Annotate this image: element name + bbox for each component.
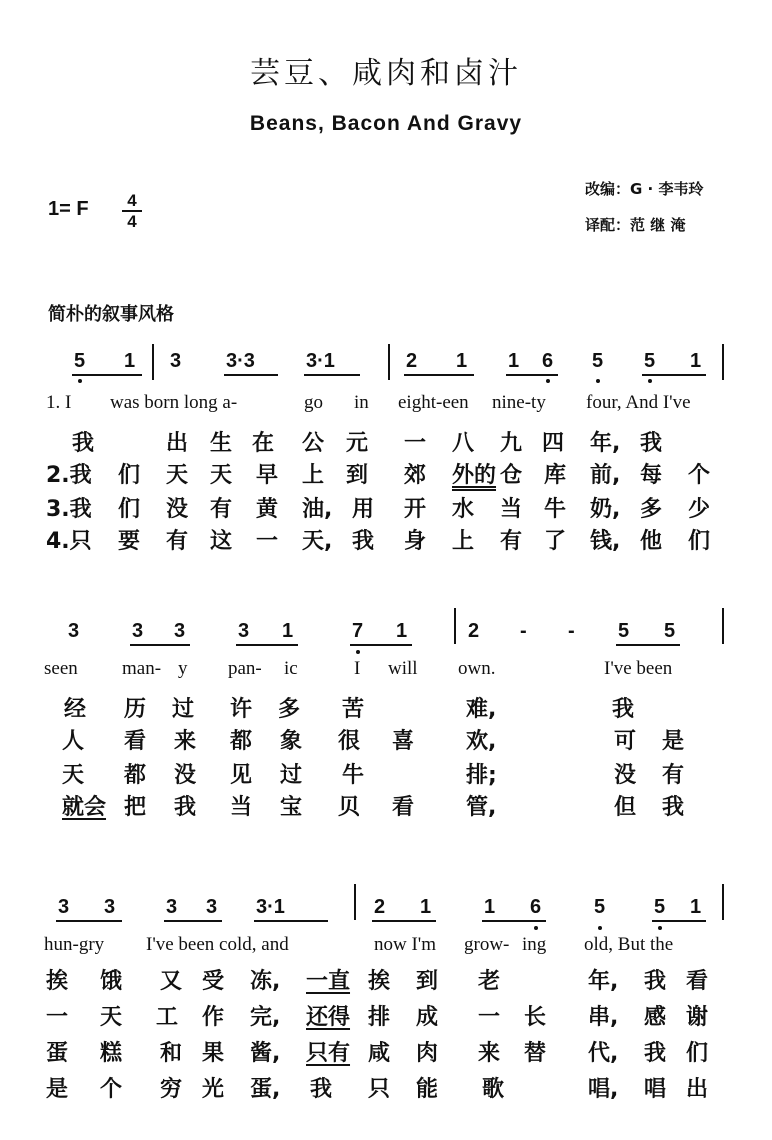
note: 3 <box>170 350 182 372</box>
lyric-cn-verse2: 一 <box>478 1005 501 1030</box>
lyric-cn-verse2: 来 <box>174 729 197 754</box>
lyric-cn-verse3: 用 <box>352 497 375 522</box>
bar-line <box>354 884 356 920</box>
lyric-cn-verse1: 年, <box>588 969 619 994</box>
lyric-cn-verse2: 早 <box>256 463 279 488</box>
lyric-en: go <box>304 392 323 413</box>
lyric-cn-verse4: 上 <box>452 529 475 554</box>
lyric-cn-verse4: 把 <box>124 795 147 820</box>
note: 1 <box>690 350 702 372</box>
lyric-cn-verse3: 们 <box>686 1041 709 1066</box>
lyric-cn-verse1: 出 <box>166 431 189 456</box>
lyric-cn-verse3: 过 <box>280 763 303 788</box>
lyric-cn-verse4: 唱, <box>588 1077 619 1102</box>
lyric-cn-verse4: 穷 <box>160 1077 183 1102</box>
note: 5 <box>618 620 630 642</box>
lyric-cn-verse2: 谢 <box>686 1005 709 1030</box>
lyric-cn-verse4: 蛋, <box>250 1077 281 1102</box>
note: 3 <box>206 896 218 918</box>
lyric-en: nine-ty <box>492 392 546 413</box>
note: 1 <box>690 896 702 918</box>
beam <box>506 374 558 376</box>
lyric-cn-verse3: 没 <box>166 497 189 522</box>
lyric-cn-verse2: 完, <box>250 1005 281 1030</box>
note: 3 <box>174 620 186 642</box>
bar-line <box>722 608 724 644</box>
lyric-cn-verse3: 们 <box>118 497 141 522</box>
note: 3·3 <box>226 350 255 372</box>
lyric-cn-verse1: 我 <box>640 431 663 456</box>
lyric-cn-verse1: 到 <box>416 969 439 994</box>
lyric-cn-verse2: 看 <box>124 729 147 754</box>
lyric-cn-verse1: 又 <box>160 969 183 994</box>
lyric-cn-verse2: 成 <box>416 1005 439 1030</box>
lyric-cn-verse1: 元 <box>346 431 369 456</box>
lyric-en: eight-een <box>398 392 469 413</box>
note: 5 <box>664 620 676 642</box>
lyric-en: 1. I <box>46 392 72 413</box>
lyric-en: own. <box>458 658 496 679</box>
lyric-cn-verse4: 就会 <box>62 795 107 820</box>
note: 1 <box>282 620 294 642</box>
lyric-cn-verse1: 饿 <box>100 969 123 994</box>
low-octave-dot <box>598 926 602 930</box>
note: 2 <box>468 620 480 642</box>
lyric-cn-verse1: 老 <box>478 969 501 994</box>
lyric-cn-verse2: 天 <box>100 1005 123 1030</box>
lyric-cn-verse4: 有 <box>166 529 189 554</box>
lyric-cn-verse2: 上 <box>302 463 325 488</box>
lyric-cn-verse3: 有 <box>210 497 233 522</box>
lyric-cn-verse2: 感 <box>644 1005 667 1030</box>
note: 6 <box>542 350 554 372</box>
note: 3·1 <box>306 350 335 372</box>
lyric-cn-verse3: 来 <box>478 1041 501 1066</box>
lyric-cn-verse2: 每 <box>640 463 663 488</box>
lyric-en: man- <box>122 658 162 679</box>
beam <box>404 374 474 376</box>
lyric-cn-verse3: 油, <box>302 497 333 522</box>
lyric-cn-verse1: 难, <box>466 697 497 722</box>
low-octave-dot <box>596 379 600 383</box>
lyric-cn-verse3: 水 <box>452 497 475 522</box>
beam <box>56 920 122 922</box>
lyric-cn-verse3: 我 <box>644 1041 667 1066</box>
lyric-cn-verse4: 我 <box>174 795 197 820</box>
lyric-en: I've been cold, and <box>146 934 289 955</box>
note: 1 <box>420 896 432 918</box>
song-title-chinese: 芸豆、咸肉和卤汁 <box>250 56 522 91</box>
key-signature: 1= F <box>48 198 89 220</box>
time-signature-bottom: 4 <box>127 212 137 231</box>
note: 3 <box>238 620 250 642</box>
note: 3 <box>58 896 70 918</box>
lyric-cn-verse1: 看 <box>686 969 709 994</box>
lyric-cn-verse4: 光 <box>202 1077 225 1102</box>
lyric-cn-verse2: 外的 <box>452 463 497 488</box>
low-octave-dot <box>546 379 550 383</box>
lyric-cn-verse2: 人 <box>62 729 85 754</box>
beam <box>652 920 706 922</box>
lyric-cn-verse3: 肉 <box>416 1041 439 1066</box>
note: 1 <box>484 896 496 918</box>
lyric-cn-verse1: 历 <box>124 697 147 722</box>
style-marking: 简朴的叙事风格 <box>48 304 174 325</box>
lyric-cn-verse3: 多 <box>640 497 663 522</box>
lyric-en: I've been <box>604 658 673 679</box>
bar-line <box>152 344 154 380</box>
lyric-cn-verse3: 只有 <box>306 1041 351 1066</box>
arranger-credit: 改编：G · 李韦玲 <box>585 180 704 198</box>
lyric-cn-verse4: 一 <box>256 529 279 554</box>
lyric-cn-verse4: 我 <box>352 529 375 554</box>
lyric-en: in <box>354 392 369 413</box>
low-octave-dot <box>534 926 538 930</box>
lyric-en: ic <box>284 658 298 679</box>
lyric-cn-verse3: 当 <box>500 497 523 522</box>
lyric-cn-verse2: 天 <box>210 463 233 488</box>
note: 5 <box>644 350 656 372</box>
lyric-cn-verse1: 冻, <box>250 969 281 994</box>
note: 6 <box>530 896 542 918</box>
lyric-en: four, And I've <box>586 392 691 413</box>
lyric-cn-verse4: 能 <box>416 1077 439 1102</box>
lyric-cn-verse2: 排 <box>368 1005 391 1030</box>
beam <box>236 644 298 646</box>
lyric-cn-verse4: 钱, <box>590 529 621 554</box>
bar-line <box>722 344 724 380</box>
lyric-cn-verse4: 出 <box>686 1077 709 1102</box>
lyric-cn-verse3: 有 <box>662 763 685 788</box>
lyric-cn-verse1: 四 <box>542 431 565 456</box>
lyric-cn-verse4: 但 <box>614 795 637 820</box>
lyric-cn-verse3: 果 <box>202 1041 225 1066</box>
lyric-en: ing <box>522 934 547 955</box>
lyric-cn-verse2: 工 <box>156 1005 179 1030</box>
lyric-cn-verse2: 一 <box>46 1005 69 1030</box>
beam <box>130 644 190 646</box>
lyric-cn-verse3: 糕 <box>100 1041 123 1066</box>
lyric-cn-verse4: 4.只 <box>46 529 92 554</box>
lyric-cn-verse4: 我 <box>310 1077 333 1102</box>
note: 1 <box>396 620 408 642</box>
lyric-en: seen <box>44 658 78 679</box>
note: 2 <box>406 350 418 372</box>
lyric-en: I <box>354 658 361 679</box>
lyric-cn-verse2: 们 <box>118 463 141 488</box>
lyric-cn-verse1: 我 <box>644 969 667 994</box>
lyric-cn-verse3: 奶, <box>590 497 621 522</box>
note: 1 <box>124 350 136 372</box>
note: - <box>568 620 575 642</box>
lyric-cn-verse3: 替 <box>524 1041 547 1066</box>
lyric-cn-verse1: 苦 <box>342 697 365 722</box>
beam <box>72 374 142 376</box>
lyric-cn-verse2: 串, <box>588 1005 619 1030</box>
lyric-cn-verse2: 2.我 <box>46 463 92 488</box>
lyric-cn-verse2: 都 <box>230 729 253 754</box>
lyric-cn-verse2: 到 <box>346 463 369 488</box>
lyric-cn-verse2: 可 <box>614 729 637 754</box>
lyric-cn-verse3: 牛 <box>342 763 365 788</box>
bar-line <box>388 344 390 380</box>
lyric-cn-verse1: 挨 <box>46 969 69 994</box>
lyric-cn-verse4: 身 <box>404 529 427 554</box>
lyric-cn-verse3: 排; <box>466 763 497 788</box>
beam <box>304 374 360 376</box>
note: 5 <box>74 350 86 372</box>
lyric-cn-verse3: 咸 <box>368 1041 391 1066</box>
low-octave-dot <box>78 379 82 383</box>
lyric-cn-verse4: 了 <box>544 529 567 554</box>
translator-credit: 译配：范 继 淹 <box>585 216 686 234</box>
lyric-cn-verse3: 见 <box>230 763 253 788</box>
lyric-en: will <box>388 658 418 679</box>
note: 5 <box>592 350 604 372</box>
lyric-cn-verse4: 我 <box>662 795 685 820</box>
lyric-cn-verse2: 郊 <box>404 463 427 488</box>
note: 1 <box>456 350 468 372</box>
lyric-cn-verse4: 只 <box>368 1077 391 1102</box>
note: 5 <box>594 896 606 918</box>
lyric-en: y <box>178 658 188 679</box>
lyric-cn-verse4: 天, <box>302 529 333 554</box>
lyric-en: old, But the <box>584 934 674 955</box>
note: 3 <box>104 896 116 918</box>
lyric-cn-verse1: 一 <box>404 431 427 456</box>
lyric-cn-verse2: 象 <box>280 729 303 754</box>
lyric-cn-verse3: 没 <box>174 763 197 788</box>
lyric-en: now I'm <box>374 934 437 955</box>
lyric-cn-verse1: 生 <box>210 431 233 456</box>
note: - <box>520 620 527 642</box>
lyric-cn-verse3: 少 <box>688 497 711 522</box>
lyric-cn-verse1: 经 <box>64 697 87 722</box>
note: 3·1 <box>256 896 285 918</box>
beam <box>372 920 436 922</box>
lyric-cn-verse3: 牛 <box>544 497 567 522</box>
lyric-cn-verse2: 欢, <box>466 729 497 754</box>
time-signature-top: 4 <box>127 191 137 210</box>
lyric-cn-verse1: 挨 <box>368 969 391 994</box>
lyric-cn-verse4: 宝 <box>280 795 303 820</box>
lyric-en: grow- <box>464 934 510 955</box>
note: 5 <box>654 896 666 918</box>
lyric-cn-verse4: 他 <box>640 529 663 554</box>
lyric-cn-verse1: 多 <box>278 697 301 722</box>
note: 3 <box>132 620 144 642</box>
lyric-cn-verse4: 当 <box>230 795 253 820</box>
note: 7 <box>352 620 364 642</box>
note: 2 <box>374 896 386 918</box>
low-octave-dot <box>356 650 360 654</box>
lyric-cn-verse2: 前, <box>590 463 621 488</box>
lyric-cn-verse3: 天 <box>62 763 85 788</box>
lyric-cn-verse4: 这 <box>210 529 233 554</box>
time-signature <box>122 192 142 230</box>
lyric-cn-verse3: 蛋 <box>46 1041 69 1066</box>
lyric-cn-verse1: 在 <box>252 431 275 456</box>
lyric-en: pan- <box>228 658 262 679</box>
lyric-cn-verse3: 都 <box>124 763 147 788</box>
bar-line <box>454 608 456 644</box>
beam <box>616 644 680 646</box>
lyric-cn-verse4: 要 <box>118 529 141 554</box>
lyric-cn-verse4: 是 <box>46 1077 69 1102</box>
lyric-cn-verse2: 作 <box>202 1005 225 1030</box>
lyric-cn-verse4: 贝 <box>338 795 361 820</box>
beam <box>642 374 706 376</box>
lyric-cn-verse4: 唱 <box>644 1077 667 1102</box>
lyric-cn-verse1: 过 <box>172 697 195 722</box>
lyric-cn-verse3: 3.我 <box>46 497 92 522</box>
lyric-cn-verse1: 九 <box>500 431 523 456</box>
lyric-cn-verse1: 受 <box>202 969 225 994</box>
note: 3 <box>68 620 80 642</box>
lyric-cn-verse1: 一直 <box>306 969 351 994</box>
lyric-cn-verse4: 看 <box>392 795 415 820</box>
lyric-cn-verse2: 长 <box>524 1005 547 1030</box>
lyric-cn-verse1: 年, <box>590 431 621 456</box>
beam <box>164 920 222 922</box>
lyric-cn-verse4: 有 <box>500 529 523 554</box>
lyric-cn-verse4: 管, <box>466 795 497 820</box>
lyric-cn-verse3: 黄 <box>256 497 279 522</box>
low-octave-dot <box>648 379 652 383</box>
low-octave-dot <box>658 926 662 930</box>
note: 1 <box>508 350 520 372</box>
lyric-cn-verse1: 许 <box>230 697 253 722</box>
lyric-cn-verse2: 还得 <box>306 1005 351 1030</box>
beam <box>254 920 328 922</box>
lyric-cn-verse1: 我 <box>612 697 635 722</box>
lyric-cn-verse1: 我 <box>72 431 95 456</box>
beam <box>482 920 546 922</box>
lyric-cn-verse2: 仓 <box>500 463 523 488</box>
lyric-cn-verse3: 没 <box>614 763 637 788</box>
note: 3 <box>166 896 178 918</box>
lyric-cn-verse1: 公 <box>302 431 325 456</box>
lyric-cn-verse3: 和 <box>160 1041 183 1066</box>
lyric-cn-verse2: 喜 <box>392 729 415 754</box>
beam <box>224 374 278 376</box>
lyric-cn-verse4: 个 <box>100 1077 123 1102</box>
song-title-english: Beans, Bacon And Gravy <box>249 112 523 135</box>
lyric-cn-verse2: 很 <box>338 729 361 754</box>
lyric-cn-verse2: 库 <box>544 463 567 488</box>
lyric-en: was born long a- <box>110 392 238 413</box>
lyric-cn-verse4: 们 <box>688 529 711 554</box>
lyric-cn-verse1: 八 <box>452 431 475 456</box>
lyric-cn-verse2: 个 <box>688 463 711 488</box>
lyric-cn-verse3: 开 <box>404 497 427 522</box>
beam <box>350 644 412 646</box>
lyric-cn-verse3: 代, <box>588 1041 619 1066</box>
lyric-cn-verse4: 歌 <box>482 1077 505 1102</box>
lyric-cn-verse3: 酱, <box>250 1041 281 1066</box>
lyric-cn-verse2: 天 <box>166 463 189 488</box>
lyric-cn-verse2: 是 <box>662 729 685 754</box>
bar-line <box>722 884 724 920</box>
lyric-en: hun-gry <box>44 934 105 955</box>
